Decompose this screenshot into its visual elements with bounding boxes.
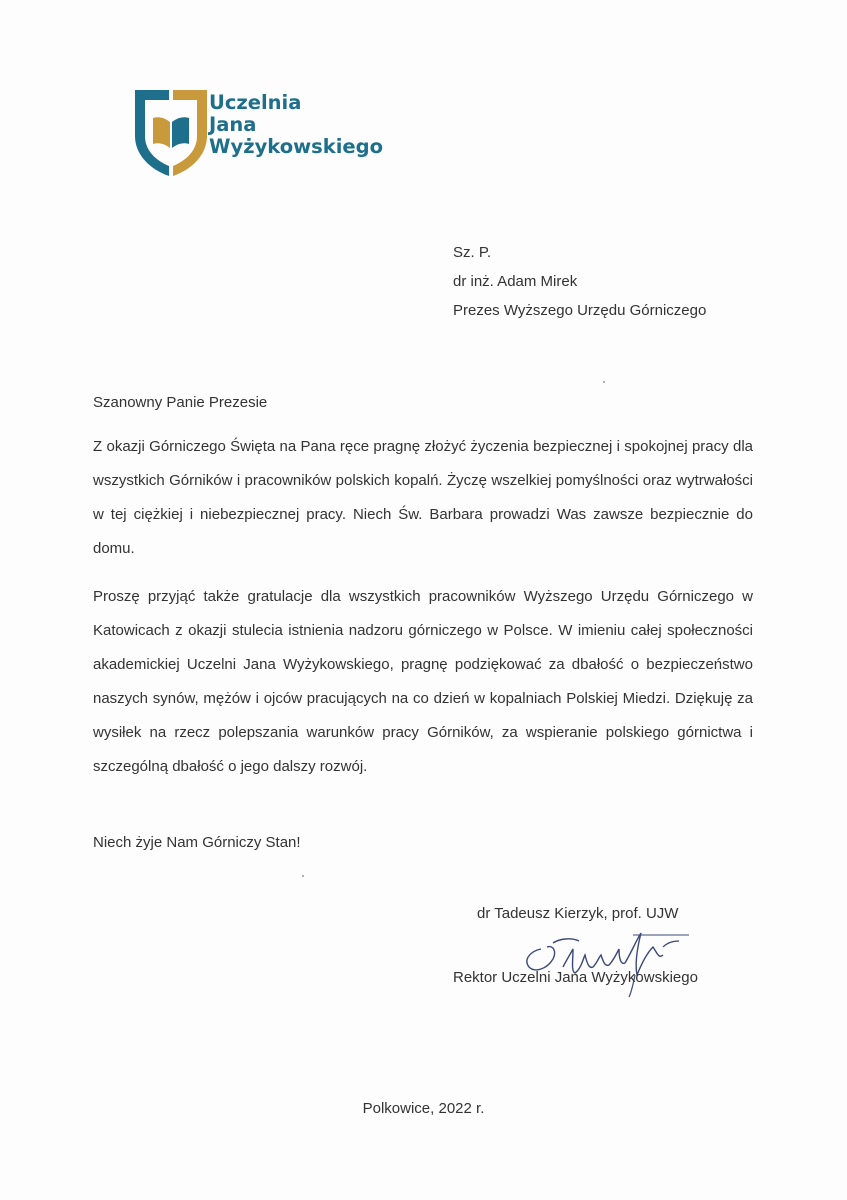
signatory-name: dr Tadeusz Kierzyk, prof. UJW [477, 905, 679, 922]
paragraph-1: Z okazji Górniczego Święta na Pana ręce pragnę złożyć życzenia bezpiecznej i spokojnej pracy dla wszystkich Górników i pracowników polskich kopalń. Życzę wszelkiej pomyślności oraz wytrwałości w tej ciężkiej i niebezpiecznej pracy. Niech Św. Barbara prowadzi Was zawsze bezpiecznie do domu. [93, 438, 753, 557]
logo-line-2: Jana [209, 113, 257, 136]
place-date: Polkowice, 2022 r. [362, 1100, 485, 1117]
paragraph-2: Proszę przyjąć także gratulacje dla wszystkich pracowników Wyższego Urzędu Górniczego w Katowicach z okazji stulecia istnienia nadzoru górniczego w Polsce. W imieniu całej społeczności akademickiej Uczelni Jana Wyżykowskiego, pragnę podziękować za dbałość o bezpieczeństwo naszych synów, mężów i ojców pracujących na co dzień w kopalniach Polskiej Miedzi. Dziękuję za wysiłek na rzecz polepszania warunków pracy Górników, za wspieranie polskiego górnictwa i szczególną dbałość o jego dalszy rozwój. [93, 588, 753, 775]
recipient-name: dr inż. Adam Mirek [453, 273, 578, 290]
recipient-honorific: Sz. P. [453, 244, 492, 261]
logo-line-3: Wyżykowskiego [209, 135, 383, 158]
logo-wordmark [209, 92, 383, 158]
paper-speck [603, 381, 605, 383]
recipient-block [453, 238, 706, 325]
recipient-title: Prezes Wyższego Urzędu Górniczego [453, 302, 707, 319]
paragraph-3: Niech żyje Nam Górniczy Stan! [93, 834, 301, 851]
signatory-role: Rektor Uczelni Jana Wyżykowskiego [453, 969, 698, 986]
university-logo [131, 86, 391, 178]
paper-speck [302, 875, 304, 877]
handwritten-signature [513, 919, 693, 999]
shield-book-icon [131, 86, 211, 178]
logo-line-1: Uczelnia [209, 91, 302, 114]
salutation: Szanowny Panie Prezesie [93, 394, 268, 411]
